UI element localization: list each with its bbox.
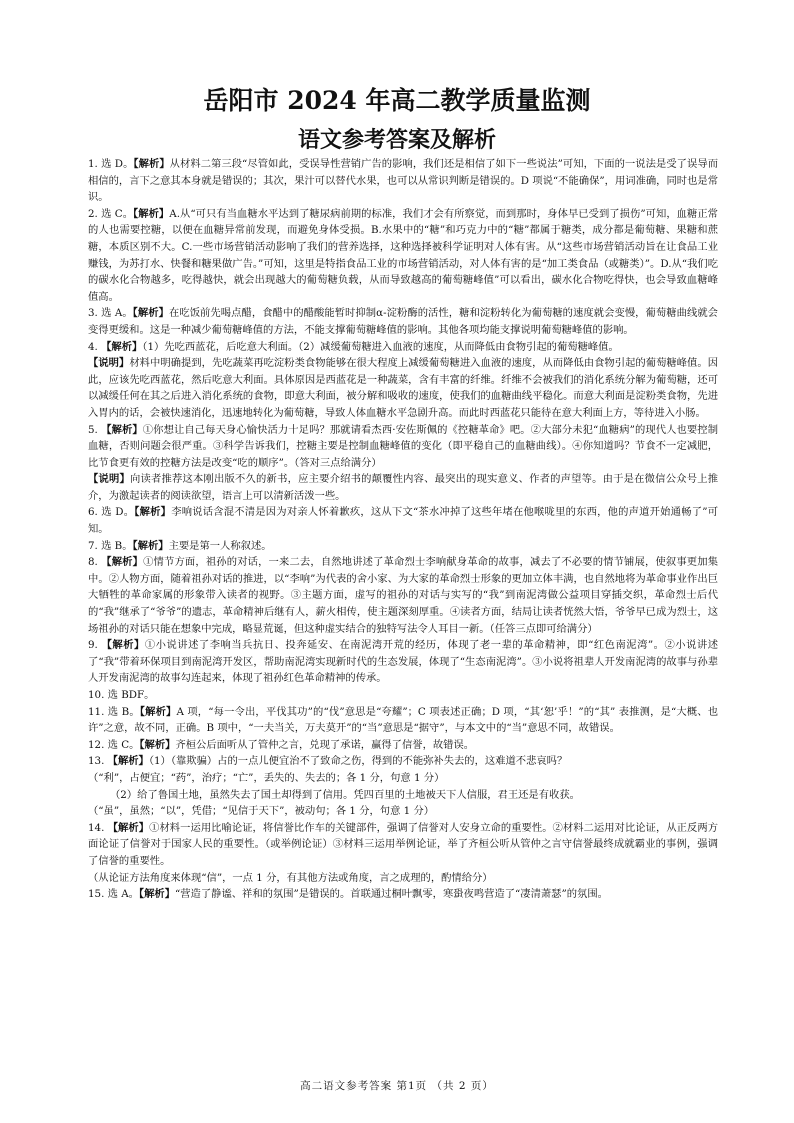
answer-paragraph — [88, 820, 718, 870]
answer-paragraph — [88, 206, 718, 306]
answer-paragraph — [88, 554, 718, 637]
answer-number: 7. 选 B。 — [88, 539, 133, 552]
answer-number: （“虽”，虽然；“以”，凭借；“见信于天下”，被动句；各 1 分，句意 1 分） — [88, 805, 435, 818]
answer-text: “营造了静谧、祥和的氛围”是错误的。首联通过桐叶飘零，寒蛩夜鸣营造了“凄清萧瑟”的氛围。 — [175, 888, 608, 901]
answer-paragraph — [88, 422, 718, 472]
answer-number: 5. — [88, 423, 102, 436]
answer-paragraph — [88, 538, 718, 555]
answer-text: 李响说话含混不清是因为对亲人怀着歉疚，这从下文“茶水冲掉了这些年堵在他喉咙里的东西，他的声道开始通畅了”可知。 — [88, 506, 718, 536]
answer-tag: 【解析】 — [107, 821, 150, 834]
answer-number: 10. 选 BDF。 — [88, 689, 155, 701]
answer-tag: 【说明】 — [88, 473, 131, 486]
answer-number: 13. — [88, 755, 108, 768]
answer-tag: 【解析】 — [132, 539, 169, 552]
answer-tag: 【解析】 — [101, 639, 145, 652]
answer-text: ①你想让自己每天身心愉快活力十足吗？那就请看杰西·安佐斯佩的《控糖革命》吧。②大部分未犯“血糖病”的现代人也要控制血糖，否则问题会很严重。③科学告诉我们，控糖主要是控制血糖峰值的变化（即平稳自己的血糖曲线）。④你知道吗？节食不一定减肥，比节食更有效的控糖方法是改变“吃的顺序”。（答对三点给满分） — [88, 423, 718, 469]
answer-number: 8. — [88, 556, 102, 569]
answer-number: 2. 选 C。 — [88, 207, 134, 220]
answer-paragraph — [88, 687, 718, 704]
answer-text: 齐桓公后面听从了管仲之言，兑现了承诺，赢得了信誉，故错误。 — [175, 738, 475, 751]
answer-paragraph — [88, 339, 718, 356]
answer-tag: 【解析】 — [101, 556, 144, 569]
answer-tag: 【解析】 — [107, 755, 149, 768]
answer-paragraph — [88, 704, 718, 737]
answer-number: （从论证方法角度来体现“信”，一点 1 分，有其他方法或角度，言之成理的，酌情给分） — [88, 871, 493, 884]
answer-text: A.从“可只有当血糖水平达到了糖尿病前期的标准，我们才会有所察觉，而到那时，身体早已受到了损伤”可知，血糖正常的人也需要控糖，以便在血糖异常前发现，而避免身体受损。B.水果中的“糖”和巧克力中的“糖”都属于糖类，成分都是葡萄糖、果糖和蔗糖，本质区别不大。C.一些市场营销活动影响了我们的营养选择，这种选择被科学证明对人体有害。从“这些市场营销活动旨在让食品工业赚钱，为苏打水、快餐和糖果做广告。”可知，这里是特指食品工业的市场营销活动，对人体有害的是“加工类食品（或糖类）”。D.从“我们吃的碳水化合物越多，吃得越快，就会出现越大的葡萄糖负载，从而导致越高的葡萄糖峰值”可以看出，碳水化合物吃得快，也会导致血糖峰值高。 — [88, 207, 718, 303]
answer-text: ①材料一运用比喻论证，将信誉比作车的关键部件，强调了信誉对人安身立命的重要性。②材料二运用对比论证，从正反两方面论证了信誉对于国家人民的重要性。（或举例论证）③材料三运用举例论证，举了齐桓公听从管仲之言守信誉最终成就霸业的事例，强调了信誉的重要性。 — [88, 821, 719, 867]
answer-number: 6. 选 D。 — [88, 506, 135, 519]
answer-paragraph — [88, 753, 718, 770]
answer-tag: 【解析】 — [138, 888, 175, 901]
answer-number: 14. — [88, 821, 108, 834]
answer-number: 1. 选 D。 — [88, 158, 134, 170]
answer-paragraph — [88, 770, 718, 787]
answer-paragraph — [88, 156, 718, 206]
answer-number: （“利”，占便宜；“药”，治疗；“亡”，丢失的、失去的；各 1 分，句意 1 分） — [88, 771, 445, 784]
answer-paragraph — [88, 305, 718, 338]
answer-paragraph — [88, 471, 718, 504]
answer-text: 从材料二第三段“尽管如此，受误导性营销广告的影响，我们还是相信了如下一些说法”可知，下面的一说法是受了误导而相信的，言下之意其本身就是错误的；其次，果汁可以替代水果，也可以从常识判断是错误的。D 项说“不能确保”，用词准确，同时也是常识。 — [88, 158, 718, 204]
answer-number: 4. — [88, 340, 102, 353]
answer-tag: 【解析】 — [101, 340, 143, 353]
answer-paragraph — [88, 886, 718, 903]
answer-tag: 【解析】 — [133, 207, 170, 220]
answer-paragraph — [88, 803, 718, 820]
answer-text: A 项，“每一令出，平伐其功”的“伐”意思是“夸耀”；C 项表述正确；D 项，“其‘恕’乎！”的“其” 表推测，是“大概、也许”之意，故不同，正确。B 项中，“一夫当关，万夫莫开”的“当”意思是“据守”，与本文中的“当”意思不同，故错误。 — [88, 705, 718, 735]
answer-tag: 【解析】 — [139, 738, 176, 751]
answer-tag: 【解析】 — [139, 705, 177, 718]
answer-text: 在吃饭前先喝点醋，食醋中的醋酸能暂时抑制α-淀粉酶的活性，糖和淀粉转化为葡萄糖的速度就会变慢，葡萄糖曲线就会变得更缓和。这是一种减少葡萄糖峰值的方法，不能支撑葡萄糖峰值的影响。其他各项均能支撑说明葡萄糖峰值的影响。 — [88, 307, 718, 336]
answer-tag: 【说明】 — [88, 357, 130, 370]
answer-text: （1）先吃西蓝花，后吃意大利面。（2）减缓葡萄糖进入血液的速度，从而降低由食物引起的葡萄糖峰值。 — [142, 340, 619, 353]
answer-number: 12. 选 C。 — [88, 738, 140, 751]
answer-tag: 【解析】 — [101, 423, 143, 436]
answer-paragraph — [88, 870, 718, 887]
answer-paragraph — [88, 637, 718, 687]
answer-text: （1）（靠欺骗）占的一点儿便宜治不了致命之伤，得到的不能弥补失去的，这难道不悲哀吗？ — [148, 755, 568, 768]
answer-tag: 【解析】 — [132, 307, 169, 320]
answer-body — [88, 156, 718, 903]
answer-text: 材料中明确提到，先吃蔬菜再吃淀粉类食物能够在很大程度上减缓葡萄糖进入血液的速度，从而降低由食物引起的葡萄糖峰值。因此，应该先吃西蓝花，然后吃意大利面。具体原因是西蓝花是一种蔬菜，含有丰富的纤维。纤维不会被我们的消化系统分解为葡萄糖，还可以减缓任何在其之后进入消化系统的食物，即意大利面，被分解和吸收的速度，使我们的血糖曲线平稳化。而意大利面是淀粉类食物，先进入胃内的话，会被快速消化，迅速地转化为葡萄糖，导致人体血糖水平急剧升高。而此时西蓝花只能待在意大利面上方，等待进入小肠。 — [88, 357, 719, 419]
answer-text: 主要是第一人称叙述。 — [168, 539, 272, 552]
answer-number: 3. 选 A。 — [88, 307, 133, 320]
answer-paragraph — [88, 504, 718, 537]
answer-paragraph — [88, 355, 718, 421]
answer-tag: 【解析】 — [134, 506, 172, 519]
answer-paragraph — [88, 787, 718, 804]
answer-text: ①情节方面，祖孙的对话，一来二去，自然地讲述了革命烈士李响献身革命的故事，减去了不必要的情节铺展，使叙事更加集中。②人物方面，随着祖孙对话的推进，以“李响”为代表的舍小家、为大家的革命烈士形象的更加立体丰满，也自然地将为革命事业作出巨大牺牲的革命家属的形象带入读者的视野。③主题方面，虚写的祖孙的对话与实写的“我”到南泥湾做公益项目穿插交织，革命烈士后代的“我”继承了“爷爷”的遗志，革命精神后继有人，薪火相传，使主题深刻厚重。④读者方面，结局让读者恍然大悟，爷爷早已成为烈士，这场祖孙的对话只能在想象中完成，略显荒诞，但这种虚实结合的独特写法令人耳目一新。（任答三点即可给满分） — [88, 556, 718, 635]
document-title: 岳阳市 2024 年高二教学质量监测 — [203, 86, 591, 115]
answer-number: 11. 选 B。 — [88, 705, 140, 718]
document-subtitle: 语文参考答案及解析 — [297, 127, 496, 153]
answer-text: 向读者推荐这本刚出版不久的新书，应主要介绍书的颠覆性内容、最突出的现实意义、作者的声望等。由于是在微信公众号上推介，为激起读者的阅读欲望，语言上可以清新活泼一些。 — [88, 473, 718, 502]
answer-number: 15. 选 A。 — [88, 888, 139, 901]
answer-paragraph — [88, 737, 718, 754]
page-footer: 高二语文参考答案 第1页 （共 2 页） — [300, 1080, 494, 1092]
answer-number: （2）给了鲁国土地，虽然失去了国土却得到了信用。凭四百里的土地被天下人信服，君王还是有收获。 — [110, 788, 580, 801]
answer-tag: 【解析】 — [133, 158, 170, 170]
answer-text: ①小说讲述了李响当兵抗日、投奔延安、在南泥湾开荒的经历，体现了老一辈的革命精神，即“红色南泥湾”。②小说讲述了“我”带着环保项目到南泥湾开发区，帮助南泥湾实现新时代的生态发展，体现了“生态南泥湾”。③小说将祖辈人开发南泥湾的故事与孙辈人开发南泥湾的故事勾连起来，体现了祖孙红色革命精神的传承。 — [88, 639, 719, 685]
answer-number: 9. — [88, 639, 102, 652]
